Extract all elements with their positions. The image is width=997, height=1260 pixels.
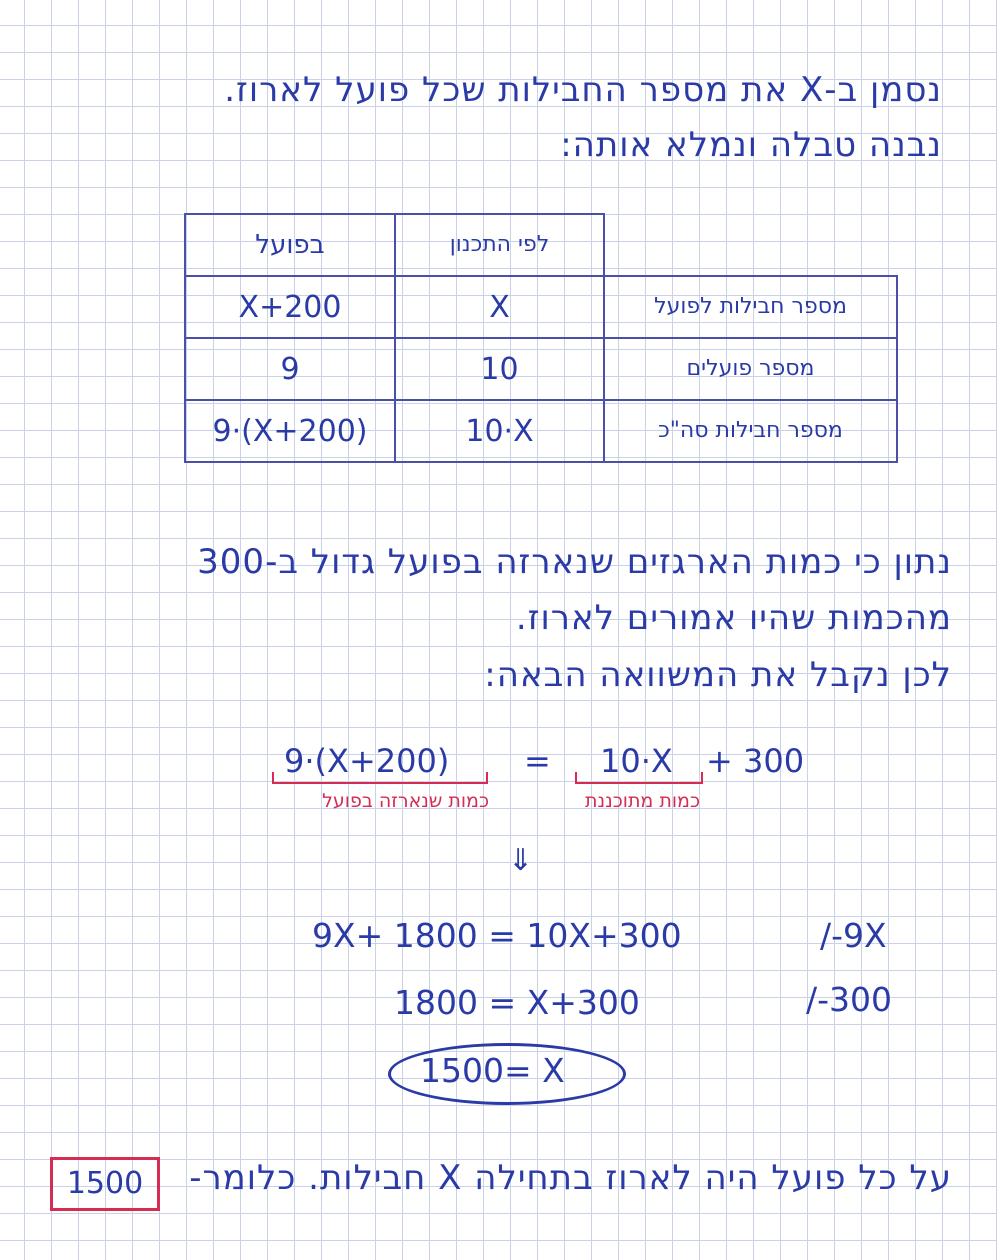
right-brace (575, 772, 703, 784)
header-empty (604, 214, 897, 276)
intro-line-2: נבנה טבלה ונמלא אותה: (560, 125, 942, 165)
equation-left: 9·(X+200) (284, 742, 450, 780)
given-line-1: נתון כי כמות הארגזים שנארזה בפועל גדול ב-300 (197, 542, 952, 582)
left-brace (272, 772, 488, 784)
solution-step-2-operation: /-300 (806, 980, 893, 1019)
row-label-workers: מספר פועלים (604, 338, 897, 400)
given-line-2: מהכמות שהיו אמורים לארוז. (515, 598, 952, 638)
right-annotation: כמות מתוכננת (585, 790, 700, 812)
planning-table (184, 213, 898, 463)
header-actual: בפועל (185, 214, 395, 276)
row-label-total: מספר חבילות סה"כ (604, 400, 897, 462)
cell-actual-total: 9·(X+200) (185, 400, 395, 462)
intro-line-1: נסמן ב-X את מספר החבילות שכל פועל לארוז. (224, 70, 942, 110)
cell-actual-per-worker: X+200 (185, 276, 395, 338)
down-arrow-icon: ⇓ (508, 843, 534, 878)
solution-step-1-operation: /-9X (820, 916, 887, 955)
solution-result: 1500= X (420, 1051, 565, 1090)
solution-step-1: 9X+ 1800 = 10X+300 (312, 916, 682, 955)
equation-right-term: 10·X (600, 742, 673, 780)
answer-box: 1500 (50, 1157, 160, 1211)
conclusion-text: על כל פועל היה לארוז בתחילה X חבילות. כלומר- (189, 1158, 952, 1198)
cell-planned-workers: 10 (395, 338, 604, 400)
cell-planned-total: 10·X (395, 400, 604, 462)
solution-step-2: 1800 = X+300 (394, 983, 640, 1022)
cell-actual-workers: 9 (185, 338, 395, 400)
header-planned: לפי התכנון (395, 214, 604, 276)
left-annotation: כמות שנארזה בפועל (322, 790, 489, 812)
equation-plus-300: + 300 (706, 742, 805, 780)
given-line-3: לכן נקבל את המשוואה הבאה: (484, 655, 952, 695)
row-label-per-worker: מספר חבילות לפועל (604, 276, 897, 338)
equation-equals: = (524, 742, 551, 780)
cell-planned-per-worker: X (395, 276, 604, 338)
